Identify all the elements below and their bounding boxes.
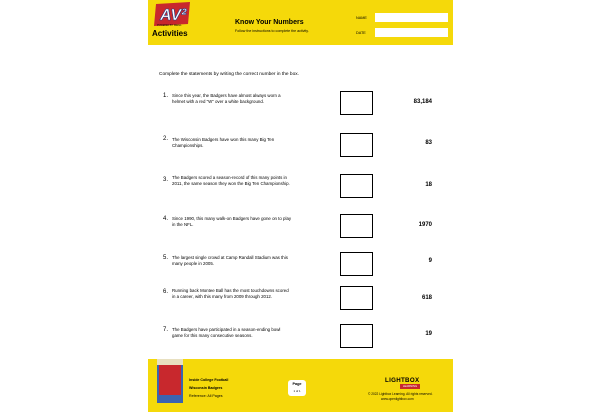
page-subtitle: Follow the instructions to complete the activity. (235, 29, 309, 33)
answer-number: 9 (428, 258, 432, 264)
answer-number: 19 (425, 331, 432, 337)
answer-number: 83 (425, 140, 432, 146)
question-text: The Badgers scored a season-record of this many points in 2011, the same season they won the Big Ten Championship. (172, 175, 290, 186)
name-label: NAME (356, 16, 367, 20)
page-label: Page (292, 382, 302, 386)
lightbox-logo: LIGHTBOX (385, 377, 420, 384)
question-number: 7. (163, 327, 169, 333)
activities-label: Activities (152, 29, 188, 38)
book-cover-thumbnail (157, 359, 183, 403)
date-label: DATE (356, 31, 366, 35)
question-text: The Badgers have participated in a season-ending bowl game for this many consecutive seasons. (172, 327, 281, 338)
cover-photo (159, 365, 181, 395)
logo-sub: POWERED BY WEIGL (157, 24, 182, 27)
answer-box[interactable] (340, 174, 373, 198)
av2-logo (154, 2, 192, 26)
page-title: Know Your Numbers (235, 19, 304, 26)
answer-number: 618 (421, 295, 432, 301)
date-field[interactable] (375, 28, 448, 37)
answer-number: 18 (425, 182, 432, 188)
question-number: 1. (163, 93, 169, 99)
question-text: The Wisconsin Badgers have won this many Big Ten Championships. (172, 137, 275, 148)
answer-box[interactable] (340, 252, 373, 276)
question-text: The largest single crowd at Camp Randall Stadium was this many people in 2005. (172, 255, 288, 266)
question-number: 2. (163, 136, 169, 142)
copyright-text: © 2022 Lightbox Learning. All rights reserved. (368, 392, 433, 396)
question-number: 5. (163, 255, 169, 261)
question-number: 6. (163, 289, 169, 295)
question-text: Since 1990, this many walk-on Badgers have gone on to play in the NFL. (172, 216, 292, 227)
answer-box[interactable] (340, 91, 373, 115)
answer-box[interactable] (340, 133, 373, 157)
logo-text: AV² (160, 7, 187, 24)
question-number: 3. (163, 177, 169, 183)
answer-number: 83,184 (413, 99, 432, 105)
reference-text: Reference: All Pages (189, 394, 223, 398)
name-field[interactable] (375, 13, 448, 22)
page-count: 1 of 1 (293, 389, 301, 393)
lightbox-logo-sub: LEARNING (400, 384, 420, 389)
question-text: Running back Montee Ball has the most touchdowns scored in a career, with this many from 2009 through 2012. (172, 288, 289, 299)
answer-number: 1970 (418, 222, 432, 228)
answer-box[interactable] (340, 214, 373, 238)
book-title: Wisconsin Badgers (189, 386, 223, 390)
series-title: Inside College Football (189, 378, 229, 382)
question-text: Since this year, the Badgers have almost always worn a helmet with a red “W” over a white background. (172, 93, 281, 104)
question-number: 4. (163, 216, 169, 222)
publisher-url[interactable]: www.openlightbox.com (381, 397, 414, 401)
answer-box[interactable] (340, 286, 373, 310)
instructions: Complete the statements by writing the correct number in the box. (159, 72, 299, 77)
header-bar (148, 0, 453, 45)
worksheet-page (148, 0, 453, 412)
answer-box[interactable] (340, 324, 373, 348)
